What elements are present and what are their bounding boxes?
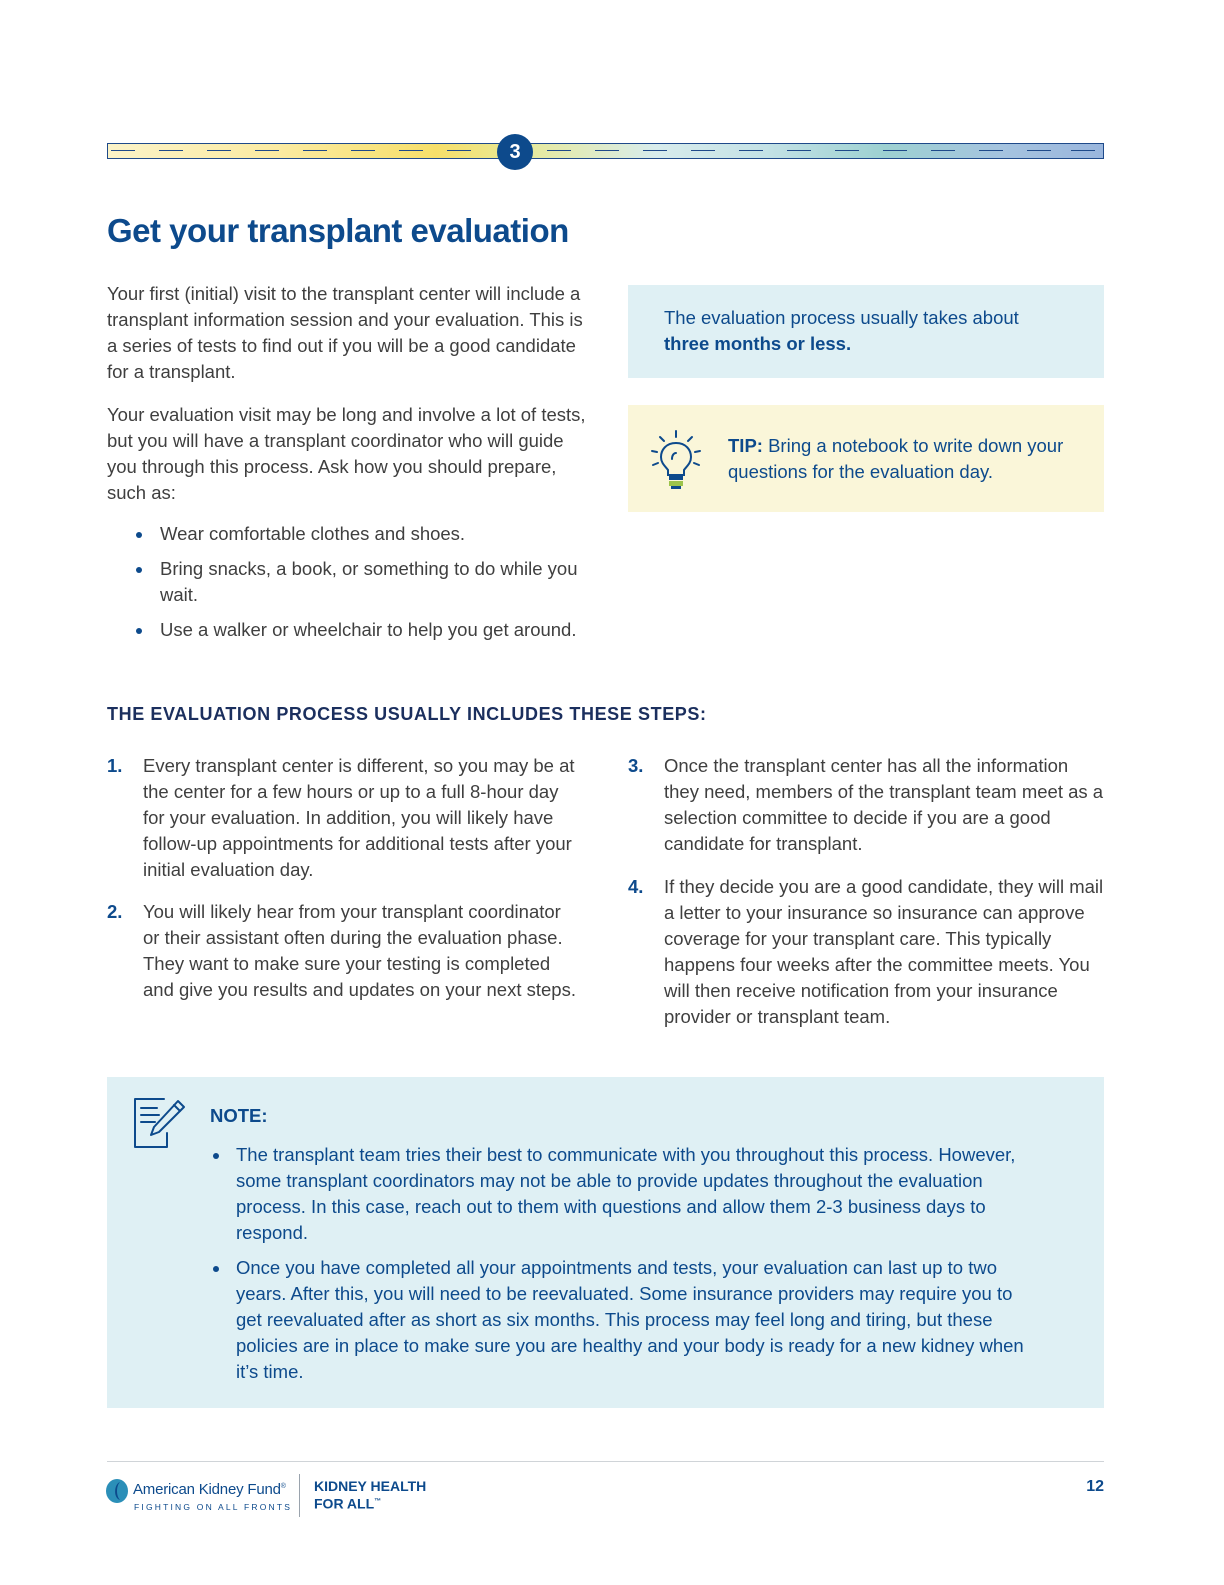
duration-text: The evaluation process usually takes about (664, 307, 1019, 328)
intro-text (107, 281, 597, 523)
intro-paragraph-1: Your first (initial) visit to the transplant center will include a transplant information session and your evaluation. This is a series of tests to find out if you will be a good candidate for a transplant. (107, 283, 583, 382)
page-number: 12 (1086, 1478, 1104, 1495)
campaign-line-1: KIDNEY HEALTH (314, 1478, 427, 1494)
intro-paragraph-2: Your evaluation visit may be long and involve a lot of tests, but you will have a transplant coordinator who will guide you through this process. Ask how you should prepare, such as: (107, 404, 586, 503)
list-item: Use a walker or wheelchair to help you get around. (132, 617, 582, 643)
step-text: If they decide you are a good candidate, they will mail a letter to your insurance so insurance can approve coverage for your transplant care. This typically happens four weeks after the committee meets. You will then receive notification from your insurance provider or transplant team. (664, 876, 1104, 1027)
steps-heading: THE EVALUATION PROCESS USUALLY INCLUDES THESE STEPS: (107, 704, 707, 724)
progress-bar (107, 141, 1104, 163)
page-title: Get your transplant evaluation (107, 212, 569, 249)
kidney-logo-icon (105, 1478, 129, 1504)
step-number: 4. (628, 876, 644, 897)
step-text: You will likely hear from your transplant coordinator or their assistant often during the evaluation phase. They want to make sure your testing is completed and give you results and updates on your next steps. (143, 901, 576, 1000)
step-number-badge: 3 (497, 134, 533, 170)
american-kidney-fund-logo (105, 1478, 305, 1518)
brand-name: American Kidney Fund® (133, 1481, 286, 1498)
note-label: NOTE: (210, 1105, 268, 1126)
list-item: Bring snacks, a book, or something to do while you wait. (132, 556, 582, 608)
tip-label: TIP: (728, 435, 763, 456)
step-text: Every transplant center is different, so you may be at the center for a few hours or up to a full 8-hour day for your evaluation. In addition, you will likely have follow-up appointments for additional tests after your initial evaluation day. (143, 755, 575, 880)
progress-track (107, 143, 1104, 159)
preparation-list (132, 521, 582, 652)
step-item (107, 753, 582, 883)
campaign-logo (314, 1478, 426, 1512)
step-item (628, 874, 1108, 1030)
lightbulb-icon (650, 429, 702, 491)
list-item: The transplant team tries their best to communicate with you throughout this process. However, some transplant coordinators may not be able to provide updates throughout the evaluation process. In this case, reach out to them with questions and allow them 2-3 business days to respond. (210, 1142, 1030, 1246)
duration-callout (628, 285, 1104, 378)
tip-callout (628, 405, 1104, 512)
step-number: 2. (107, 901, 123, 922)
duration-bold: three months or less. (664, 333, 852, 354)
tip-text (728, 433, 1088, 485)
duration-callout-text (664, 305, 1084, 357)
campaign-line-2: FOR ALL™ (314, 1495, 382, 1512)
list-item: Once you have completed all your appointments and tests, your evaluation can last up to two years. After this, you will need to be reevaluated. Some insurance providers may require you to get reevaluated after as short as six months. This process may feel long and tiring, but these policies are in place to make sure you are healthy and your body is ready for a new kidney when it’s time. (210, 1255, 1030, 1385)
list-item: Wear comfortable clothes and shoes. (132, 521, 582, 547)
step-item (107, 899, 582, 1003)
brand-tagline: FIGHTING ON ALL FRONTS (134, 1502, 293, 1512)
note-list (210, 1142, 1030, 1394)
step-item (628, 753, 1108, 857)
step-number: 3. (628, 755, 644, 776)
tip-body: Bring a notebook to write down your questions for the evaluation day. (728, 435, 1064, 482)
step-number: 1. (107, 755, 123, 776)
note-pencil-icon (131, 1095, 189, 1151)
note-box (107, 1077, 1104, 1408)
footer-vertical-divider (299, 1474, 300, 1517)
step-text: Once the transplant center has all the information they need, members of the transplant team meet as a selection committee to decide if you are a good candidate for transplant. (664, 755, 1104, 854)
footer-divider-line (107, 1461, 1104, 1462)
